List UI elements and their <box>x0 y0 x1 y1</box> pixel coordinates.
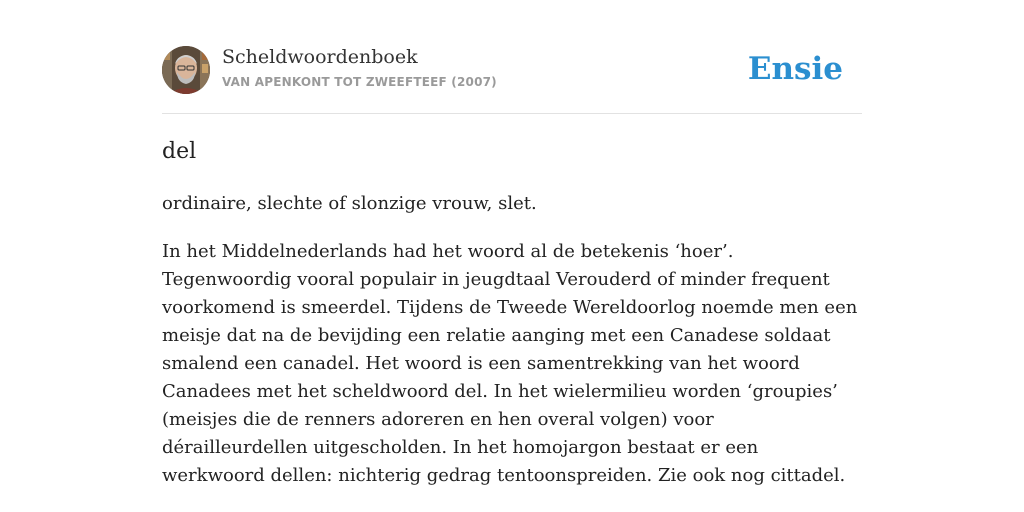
ensie-logo-link[interactable]: Ensie <box>747 51 843 87</box>
source-header <box>162 46 862 96</box>
entry-definition: ordinaire, slechte of slonzige vrouw, slet. <box>162 193 537 214</box>
divider <box>162 113 862 114</box>
source-title[interactable]: Scheldwoordenboek <box>222 46 418 68</box>
entry-explanation: In het Middelnederlands had het woord al de betekenis ‘hoer’. Tegenwoordig vooral populair in jeugdtaal Verouderd of minder frequent voorkomend is smeerdel. Tijdens de Tweede Wereldoorlog noemde men een meisje dat na de bevijding een relatie aanging met een Canadese soldaat smalend een canadel. Het woord is een samentrekking van het woord Canadees met het scheldwoord del. In het wielermilieu worden ‘groupies’ (meisjes die de renners adoreren en hen overal volgen) voor dérailleurdellen uitgescholden. In het homojargon bestaat er een werkwoord dellen: nichterig gedrag tentoonspreiden. Zie ook nog cittadel. <box>162 241 858 486</box>
avatar[interactable] <box>162 46 210 94</box>
source-subtitle: VAN APENKONT TOT ZWEEFTEEF (2007) <box>222 75 497 89</box>
entry-headword: del <box>162 139 197 164</box>
author-portrait-icon <box>162 46 210 94</box>
